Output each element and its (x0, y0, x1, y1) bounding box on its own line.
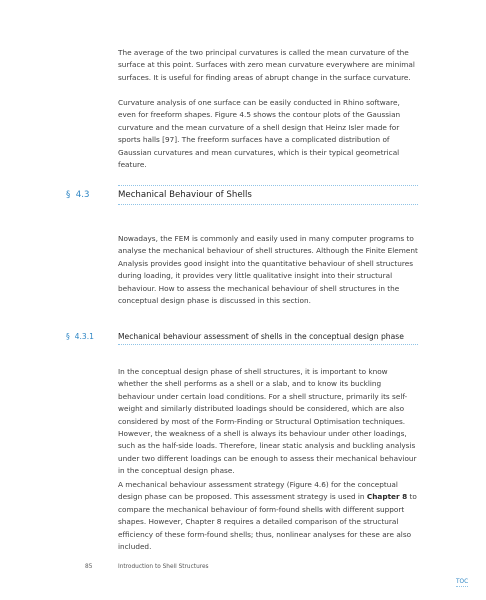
page-number: 85 (85, 564, 93, 570)
section-top-rule (118, 185, 418, 186)
section-symbol: § (66, 190, 71, 200)
section-number-text: 4.3 (75, 190, 90, 200)
chapter-reference: Chapter 8 (366, 492, 408, 502)
assessment-text-start: A mechanical behaviour assessment strategy (Figure 4.6) for the conceptual design phase can be proposed. This assessment strategy is used in (118, 480, 398, 502)
section-title: Mechanical Behaviour of Shells (118, 190, 252, 200)
paragraph-curvature-analysis: Curvature analysis of one surface can be easily conducted in Rhino software, even for freeform shapes. Figure 4.5 shows the contour plots of the Gaussian curvature and the mean curvature of a shell design that Heinz Isler made for sports halls [97]. The freeform surfaces have a complicated distribution of Gaussian curvatures and mean curvatures, which is their typical geometrical feature. (118, 98, 401, 170)
paragraph-mean-curvature: The average of the two principal curvatures is called the mean curvature of the surface at this point. Surfaces with zero mean curvature everywhere are minimal surfaces. It is useful for finding areas of abrupt change in the surface curvature. (118, 48, 415, 82)
toc-link[interactable]: TOC (456, 579, 469, 585)
section-number (66, 189, 89, 201)
section-bottom-rule (118, 204, 418, 205)
subsection-number-text: 4.3.1 (74, 332, 94, 341)
running-title: Introduction to Shell Structures (118, 564, 209, 570)
subsection-title: Mechanical behaviour assessment of shells in the conceptual design phase (118, 332, 404, 341)
subsection-symbol: § (66, 332, 70, 341)
paragraph-assessment-strategy (118, 479, 420, 553)
paragraph-fem-intro: Nowadays, the FEM is commonly and easily used in many computer programs to analyse the mechanical behaviour of shell structures. Although the Finite Element Analysis provides good insight into the quantitative behaviour of shell structures during loading, it provides very little qualitative insight into their structural behaviour. How to assess the mechanical behaviour of shell structures in the conceptual design phase is discussed in this section. (118, 234, 418, 306)
assessment-text-end: to compare the mechanical behaviour of form-found shells with different support shapes. However, Chapter 8 requires a detailed comparison of the structural efficiency of these form-found shells; thus, nonlinear analyses for these are also included. (118, 492, 417, 552)
paragraph-conceptual-design: In the conceptual design phase of shell structures, it is important to know whether the shell performs as a shell or a slab, and to know its buckling behaviour under certain load conditions. For a shell structure, primarily its self-weight and similarly distributed loadings should be considered, which are also considered by most of the Form-Finding or Structural Optimisation techniques. However, the weakness of a shell is always its behaviour under other loadings, such as the half-side loads. Therefore, linear static analysis and buckling analysis under two different loadings can be enough to assess their mechanical behaviour in the conceptual design phase. (118, 367, 417, 476)
subsection-rule (118, 344, 418, 345)
subsection-number (66, 331, 94, 342)
